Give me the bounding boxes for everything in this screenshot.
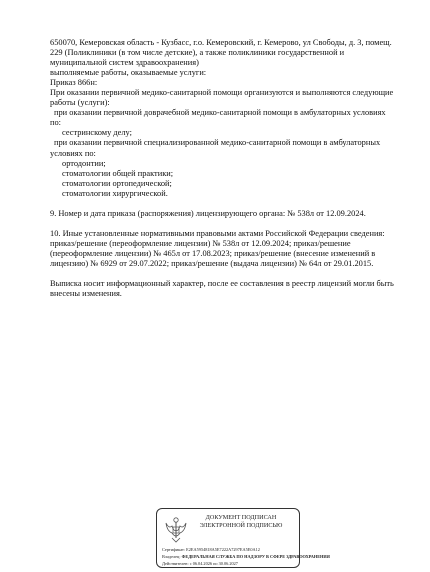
stamp-owner: ФЕДЕРАЛЬНАЯ СЛУЖБА ПО НАДЗОРУ В СФЕРЕ ЗДРАВООХРАНЕНИЯ xyxy=(181,554,330,559)
primary-care-line-1: При оказании первичной медико-санитарной помощи организуются и выполняются следующие xyxy=(50,88,394,98)
section-10-line-3: (переоформление лицензии) № 465л от 17.08.2023; приказ/решение (внесение изменений в xyxy=(50,248,376,258)
stamp-owner-row xyxy=(162,553,330,560)
stamp-validity: Действителен: с 06.04.2026 по 30.06.2027 xyxy=(162,561,238,566)
specialized-line-2: условиях по: xyxy=(50,148,96,158)
service-item: стоматологии ортопедической; xyxy=(62,178,172,188)
stamp-owner-label: Владелец: xyxy=(162,554,181,559)
section-10-line-2: приказ/решение (переоформление лицензии) № 538л от 12.09.2024; приказ/решение xyxy=(50,238,351,248)
order-reference: Приказ 866н: xyxy=(50,78,98,88)
stamp-title-line-1: ДОКУМЕНТ ПОДПИСАН xyxy=(205,514,277,521)
specialized-line-1: при оказании первичной специализированной медико-санитарной помощи в амбулаторных xyxy=(54,138,381,148)
works-intro: выполняемые работы, оказываемые услуги: xyxy=(50,68,207,78)
section-10-line-1: 10. Иные установленные нормативными правовыми актами Российской Федерации сведения: xyxy=(50,228,385,238)
stamp-details xyxy=(162,546,330,567)
document-body xyxy=(50,38,402,299)
nursing-service: сестринскому делу; xyxy=(62,128,132,138)
service-item: стоматологии хирургической. xyxy=(62,188,168,198)
service-item: ортодонтии; xyxy=(62,158,106,168)
note-line-1: Выписка носит информационный характер, после ее составления в реестр лицензий могли быть xyxy=(50,278,394,288)
premedical-line-1: при оказании первичной доврачебной медико-санитарной помощи в амбулаторных условиях xyxy=(54,108,386,118)
note-line-2: внесены изменения. xyxy=(50,289,122,299)
digital-signature-stamp xyxy=(156,508,330,568)
section-9: 9. Номер и дата приказа (распоряжения) лицензирующего органа: № 538л от 12.09.2024. xyxy=(50,208,366,218)
premedical-line-2: по: xyxy=(50,118,61,128)
section-10-line-4: лицензию) № 6929 от 29.07.2022; приказ/решение (выдача лицензии) № 64л от 29.01.2015. xyxy=(50,258,374,268)
stamp-title-line-2: ЭЛЕКТРОННОЙ ПОДПИСЬЮ xyxy=(199,522,283,529)
stamp-title xyxy=(185,514,297,530)
primary-care-line-2: работы (услуги): xyxy=(50,98,110,108)
address-line-3: муниципальной систем здравоохранения) xyxy=(50,58,199,68)
stamp-certificate: Сертификат: E2EA5954818A5E7222A7297EA5E0A12 xyxy=(162,547,260,552)
address-line-1: 650070, Кемеровская область - Кузбасс, г.о. Кемеровский, г. Кемерово, ул Свободы, д. 3, помещ. xyxy=(50,38,392,47)
address-line-2: 229 (Поликлиники (в том числе детские), а также поликлиники государственной и xyxy=(50,48,345,58)
service-item: стоматологии общей практики; xyxy=(62,168,174,178)
